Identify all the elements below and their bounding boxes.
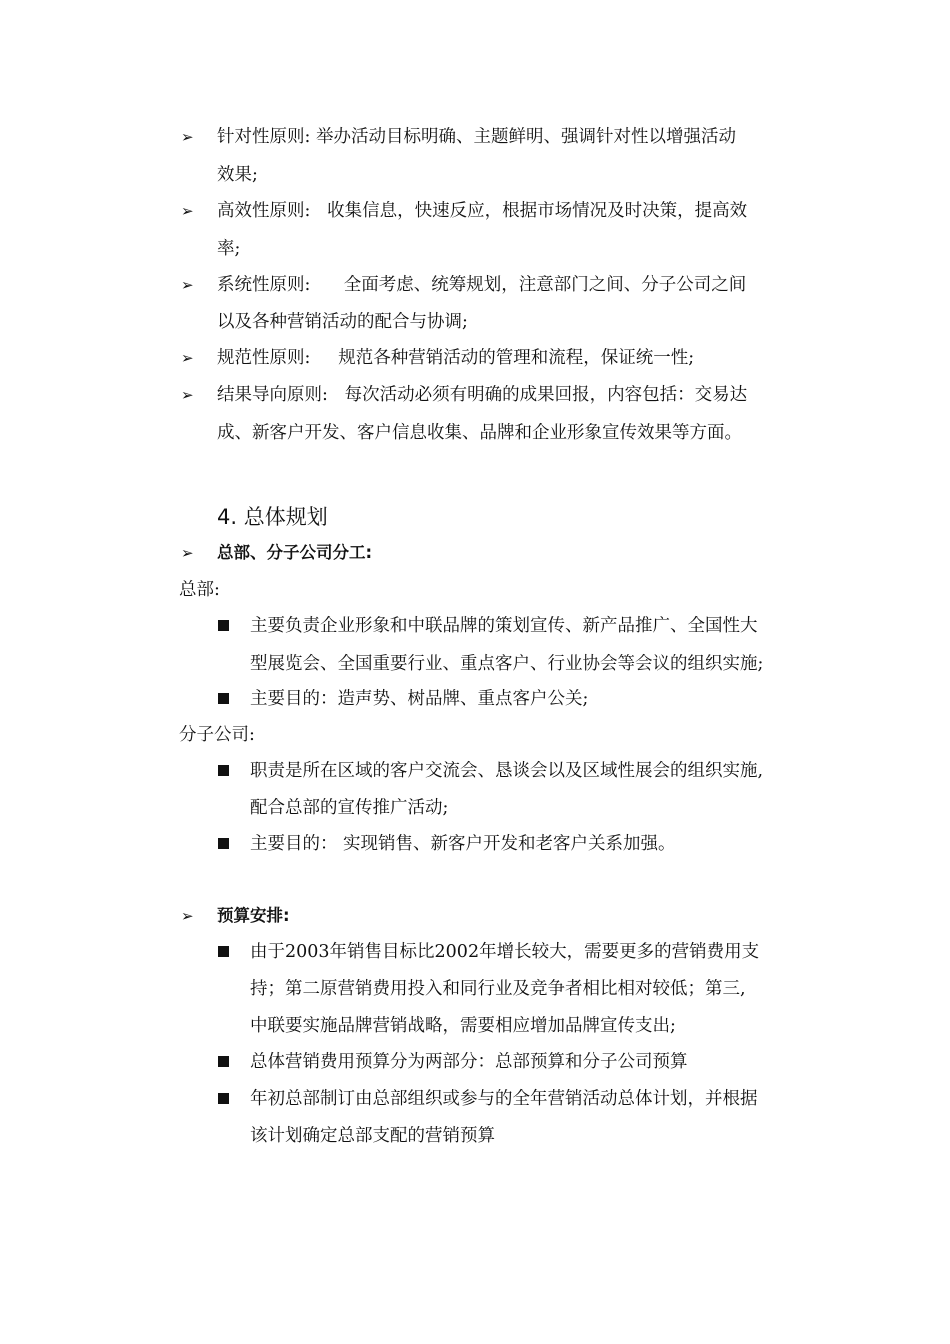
hq-label: 总部: — [179, 580, 220, 600]
branch-item-1: 职责是所在区域的客户交流会、恳谈会以及区域性展会的组织实施, — [250, 761, 764, 781]
branch-item-2: 主要目的： 实现销售、新客户开发和老客户关系加强。 — [250, 834, 676, 854]
branch-item-1-cont: 配合总部的宣传推广活动; — [250, 798, 449, 818]
square-bullet-icon — [218, 946, 229, 957]
budget-title: 预算安排: — [217, 906, 290, 925]
square-bullet-icon — [218, 1093, 229, 1104]
hq-item-1: 主要负责企业形象和中联品牌的策划宣传、新产品推广、全国性大 — [250, 616, 758, 636]
arrow-bullet-icon: ➢ — [181, 128, 194, 146]
principle-efficiency-cont: 率; — [217, 239, 241, 259]
arrow-bullet-icon: ➢ — [181, 386, 194, 404]
principle-targeted-cont: 效果; — [217, 165, 258, 185]
budget-item-1-cont: 持；第二原营销费用投入和同行业及竞争者相比相对较低；第三, — [250, 979, 746, 999]
budget-item-3: 年初总部制订由总部组织或参与的全年营销活动总体计划，并根据 — [250, 1089, 758, 1109]
division-title: 总部、分子公司分工: — [217, 543, 373, 562]
section-heading: 4. 总体规划 — [217, 505, 328, 529]
principle-efficiency: 高效性原则: 收集信息，快速反应，根据市场情况及时决策，提高效 — [217, 201, 748, 221]
arrow-bullet-icon: ➢ — [181, 276, 194, 294]
budget-item-3-cont: 该计划确定总部支配的营销预算 — [250, 1126, 495, 1146]
principle-standard: 规范性原则: 规范各种营销活动的管理和流程，保证统一性; — [217, 348, 695, 368]
arrow-bullet-icon: ➢ — [181, 544, 194, 562]
budget-item-1: 由于2003年销售目标比2002年增长较大，需要更多的营销费用支 — [250, 942, 760, 962]
principle-systematic-cont: 以及各种营销活动的配合与协调; — [217, 312, 468, 332]
budget-item-1-cont2: 中联要实施品牌营销战略，需要相应增加品牌宣传支出; — [250, 1016, 676, 1036]
square-bullet-icon — [218, 620, 229, 631]
square-bullet-icon — [218, 693, 229, 704]
square-bullet-icon — [218, 838, 229, 849]
principle-result-cont: 成、新客户开发、客户信息收集、品牌和企业形象宣传效果等方面。 — [217, 423, 742, 443]
hq-item-2: 主要目的：造声势、树品牌、重点客户公关; — [250, 689, 589, 709]
hq-item-1-cont: 型展览会、全国重要行业、重点客户、行业协会等会议的组织实施; — [250, 654, 764, 674]
arrow-bullet-icon: ➢ — [181, 202, 194, 220]
square-bullet-icon — [218, 1056, 229, 1067]
square-bullet-icon — [218, 765, 229, 776]
arrow-bullet-icon: ➢ — [181, 349, 194, 367]
budget-item-2: 总体营销费用预算分为两部分：总部预算和分子公司预算 — [250, 1052, 688, 1072]
principle-targeted: 针对性原则: 举办活动目标明确、主题鲜明、强调针对性以增强活动 — [217, 127, 736, 147]
arrow-bullet-icon: ➢ — [181, 907, 194, 925]
principle-result: 结果导向原则: 每次活动必须有明确的成果回报，内容包括：交易达 — [217, 385, 748, 405]
branch-label: 分子公司: — [179, 725, 255, 745]
principle-systematic: 系统性原则: 全面考虑、统筹规划，注意部门之间、分子公司之间 — [217, 275, 747, 295]
